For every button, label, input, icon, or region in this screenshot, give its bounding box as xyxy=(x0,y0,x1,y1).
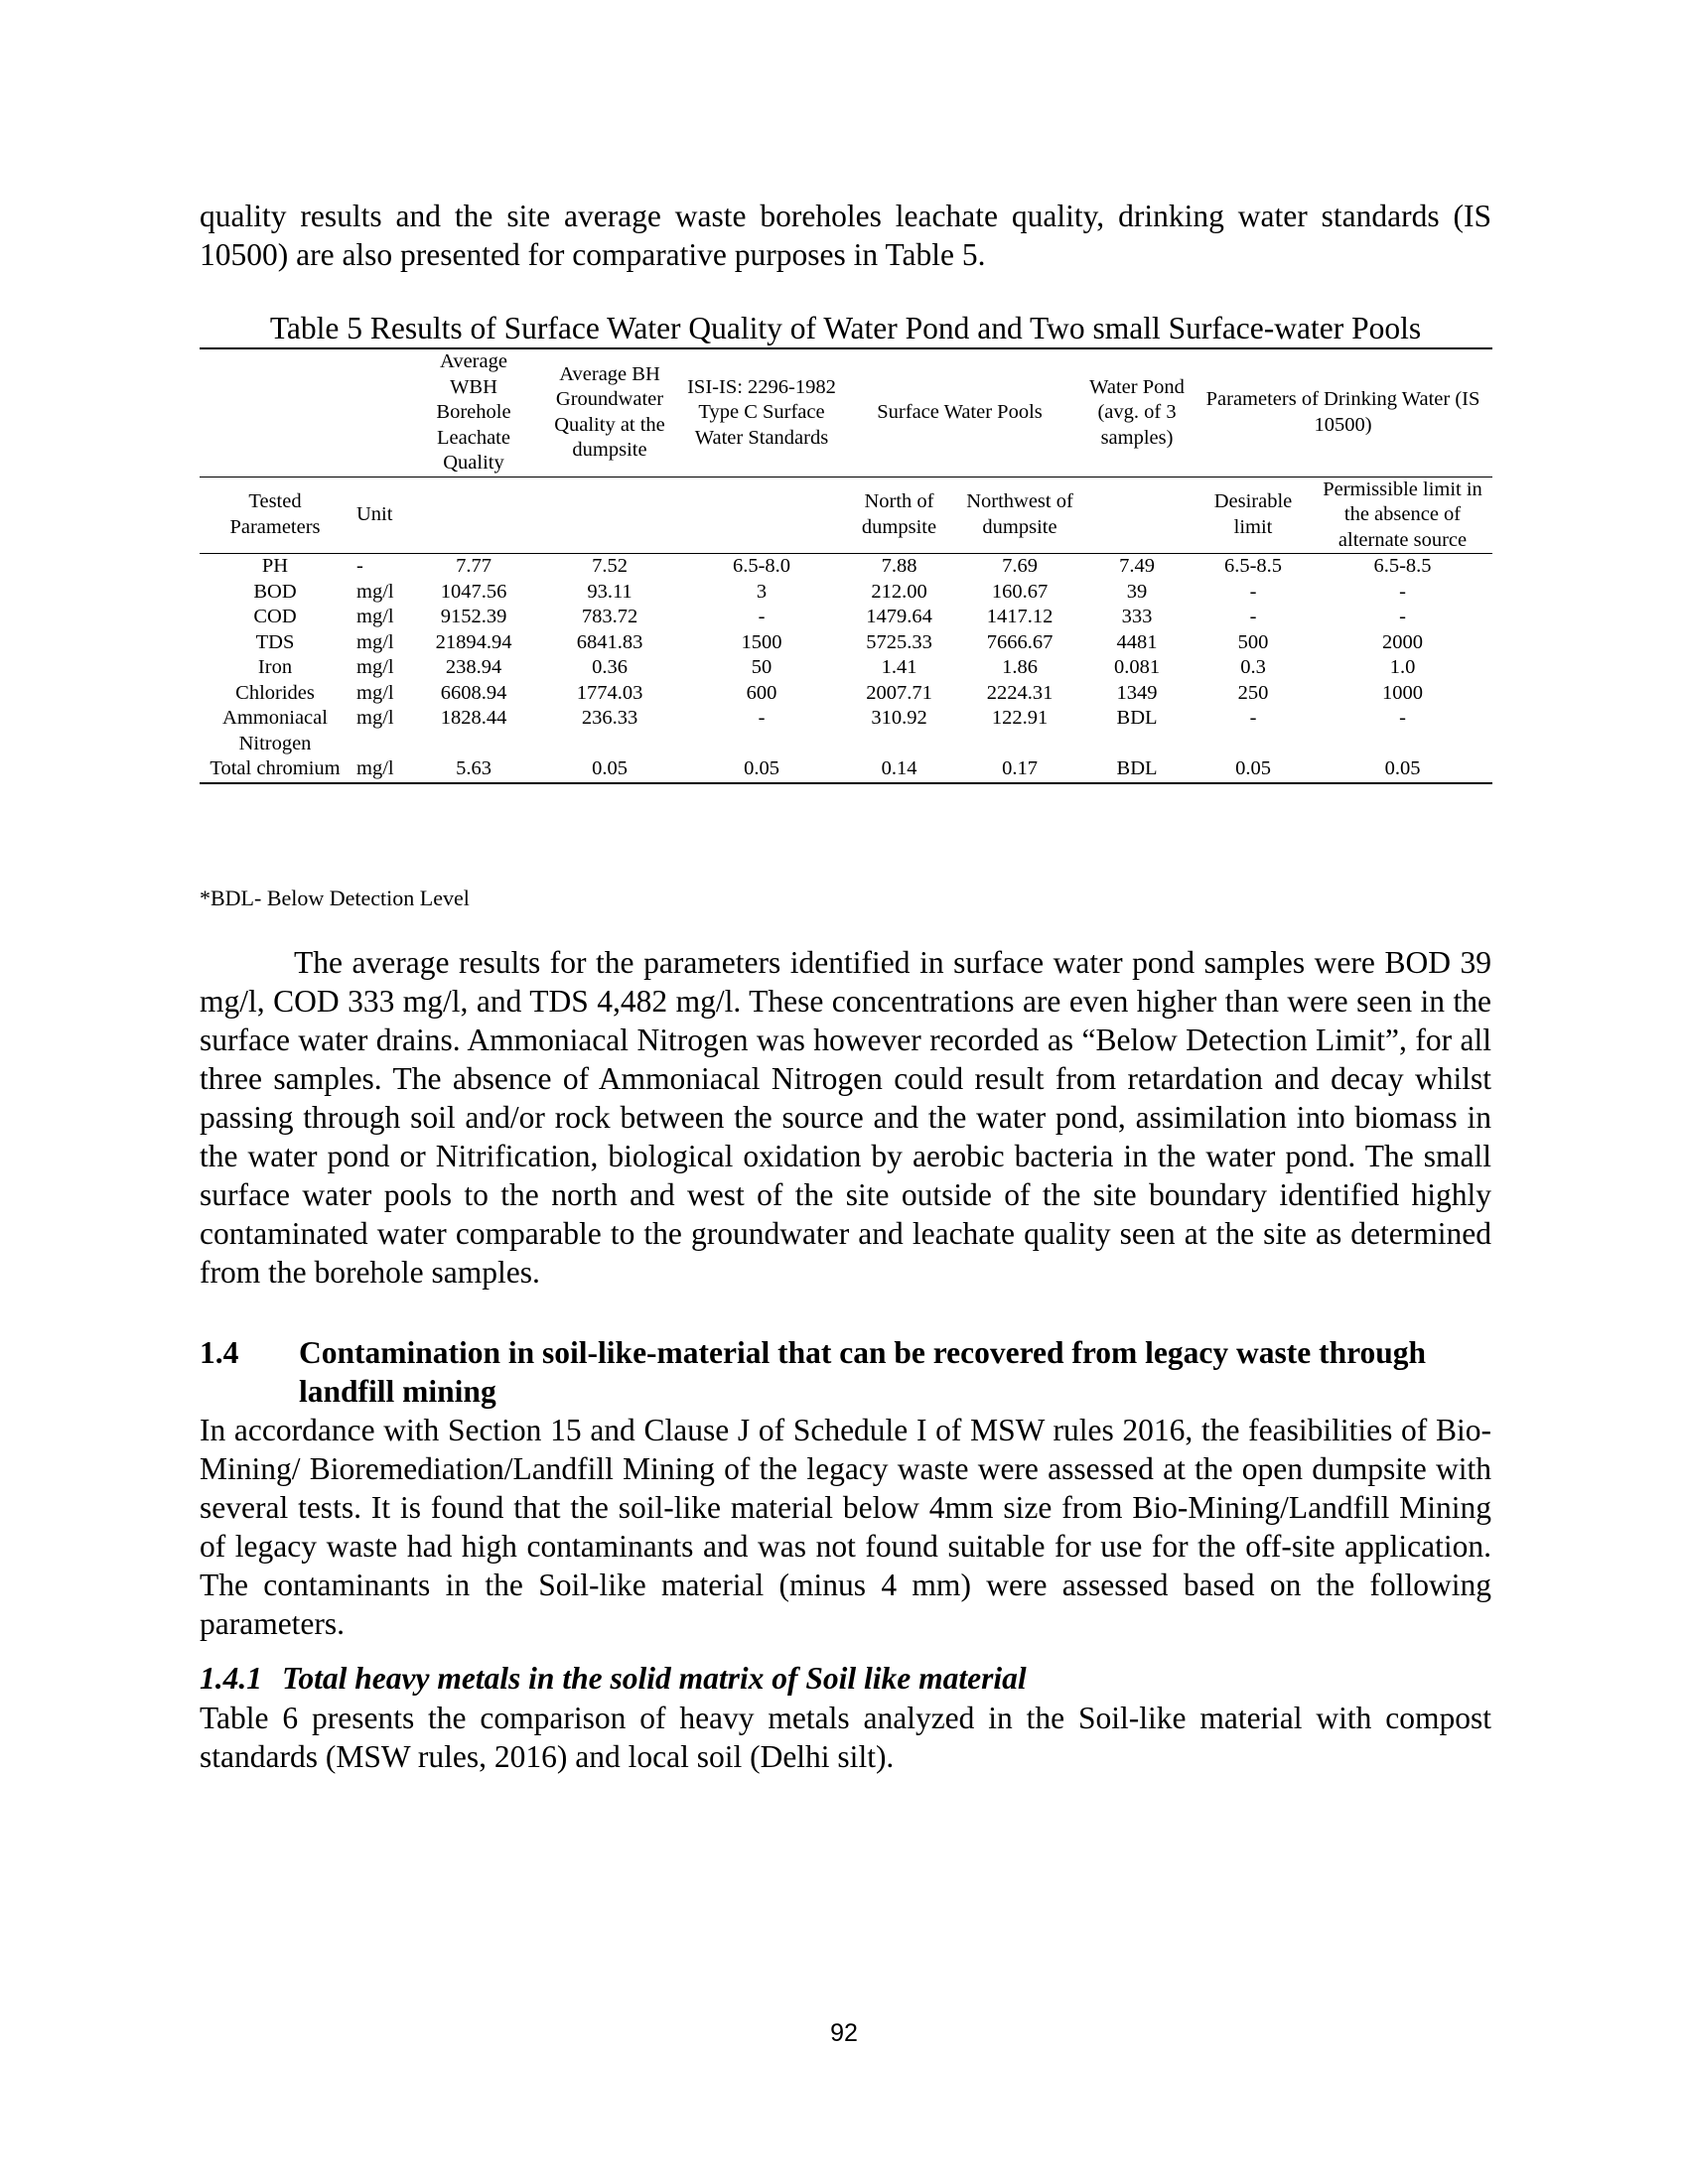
page-number: 92 xyxy=(830,2019,858,2047)
table-footnote: *BDL- Below Detection Level xyxy=(200,886,470,910)
table-cell-northwest: 0.17 xyxy=(959,756,1080,783)
table-cell-desirable: - xyxy=(1249,606,1257,627)
table-cell-wbh: 21894.94 xyxy=(435,630,512,653)
table-cell-bh: 7.52 xyxy=(535,554,684,580)
table-cell-permissible: - xyxy=(1399,606,1406,627)
table-cell-northwest: 7.69 xyxy=(959,554,1080,580)
table-body xyxy=(200,554,1492,783)
header-surface-water-pools: Surface Water Pools xyxy=(839,348,1080,477)
table-cell-northwest: 122.91 xyxy=(991,707,1049,729)
table-cell-permissible: 2000 xyxy=(1382,630,1424,653)
table-cell-unit: mg/l xyxy=(351,756,412,783)
table-cell-param: Ammoniacal Nitrogen xyxy=(222,707,328,754)
table-cell-north: 2007.71 xyxy=(866,681,932,704)
table-cell-param: Total chromium xyxy=(200,756,351,783)
table-cell-wbh: 6608.94 xyxy=(440,681,507,704)
table-cell-permissible: - xyxy=(1399,580,1406,603)
table-row xyxy=(200,655,1492,681)
table-cell-unit: mg/l xyxy=(356,707,394,729)
table-cell-desirable: - xyxy=(1249,707,1257,729)
table-cell-permissible: 0.05 xyxy=(1313,756,1492,783)
table-cell-north: 1479.64 xyxy=(866,606,932,627)
table-cell-desirable: 500 xyxy=(1237,630,1269,653)
table-cell-permissible: 6.5-8.5 xyxy=(1313,554,1492,580)
header-avg-wbh: Average WBH Borehole Leachate Quality xyxy=(412,348,535,477)
section-heading-1-4-1 xyxy=(200,1659,1491,1698)
table-cell-unit: mg/l xyxy=(356,656,394,678)
table-cell-north: 7.88 xyxy=(839,554,959,580)
table-cell-desirable: 6.5-8.5 xyxy=(1194,554,1313,580)
table-cell-pond: BDL xyxy=(1080,756,1194,783)
table-row xyxy=(200,756,1492,783)
table-cell-wbh: 1047.56 xyxy=(440,580,507,603)
table-cell-permissible: 1.0 xyxy=(1389,656,1416,678)
table-cell-northwest: 7666.67 xyxy=(986,630,1054,653)
table-cell-param: TDS xyxy=(255,630,295,653)
table-cell-param: PH xyxy=(200,554,351,580)
table-cell-bh: 6841.83 xyxy=(576,630,643,653)
table-cell-isi: 600 xyxy=(746,681,777,704)
table-cell-permissible: 1000 xyxy=(1382,681,1424,704)
table-cell-wbh: 7.77 xyxy=(412,554,535,580)
table-cell-northwest: 2224.31 xyxy=(986,681,1054,704)
table-cell-isi: 0.05 xyxy=(684,756,839,783)
header-drinking-water: Parameters of Drinking Water (IS 10500) xyxy=(1194,348,1492,477)
table-cell-desirable: 250 xyxy=(1237,681,1269,704)
table-cell-pond: 0.081 xyxy=(1113,656,1161,678)
table-cell-desirable: 0.05 xyxy=(1194,756,1313,783)
table-row xyxy=(200,681,1492,707)
header-tested-parameters: Tested Parameters xyxy=(200,477,351,554)
section-title: Contamination in soil-like-material that can be recovered from legacy waste through landfill mining xyxy=(299,1335,1427,1409)
table-cell-northwest: 160.67 xyxy=(991,580,1049,603)
table-cell-pond: 39 xyxy=(1126,580,1148,603)
subsection-number: 1.4.1 xyxy=(200,1661,262,1696)
table-cell-pond: 333 xyxy=(1121,606,1153,627)
table-cell-unit: - xyxy=(351,554,412,580)
table-header-row-1 xyxy=(200,348,1492,477)
table-cell-isi: 3 xyxy=(756,580,768,603)
table-cell-desirable: 0.3 xyxy=(1240,656,1266,678)
table-cell-param: Chlorides xyxy=(235,681,315,704)
table-cell-bh: 783.72 xyxy=(581,606,638,627)
table-cell-unit: mg/l xyxy=(356,606,394,627)
table-cell-isi: - xyxy=(758,606,766,627)
table-cell-isi: 1500 xyxy=(741,630,782,653)
table-row xyxy=(200,580,1492,606)
table-cell-bh: 1774.03 xyxy=(576,681,643,704)
table-row xyxy=(200,706,1492,756)
header-north-of-dumpsite: North of dumpsite xyxy=(839,477,959,554)
table-cell-param: BOD xyxy=(253,580,297,603)
table-cell-north: 5725.33 xyxy=(866,630,932,653)
section-heading-1-4 xyxy=(200,1333,1491,1411)
table-caption: Table 5 Results of Surface Water Quality of Water Pond and Two small Surface-water Pools xyxy=(269,311,1422,345)
intro-paragraph: quality results and the site average waste boreholes leachate quality, drinking water standards (IS 10500) are also presented for comparative purposes in Table 5. xyxy=(200,199,1491,272)
table-row xyxy=(200,605,1492,630)
table-cell-bh: 0.05 xyxy=(535,756,684,783)
header-isi-standard: ISI-IS: 2296-1982 Type C Surface Water Standards xyxy=(684,348,839,477)
table-cell-isi: 6.5-8.0 xyxy=(684,554,839,580)
header-unit: Unit xyxy=(351,477,412,554)
table-cell-north: 1.41 xyxy=(881,656,917,678)
table-cell-north: 0.14 xyxy=(839,756,959,783)
table-cell-northwest: 1.86 xyxy=(1002,656,1038,678)
header-permissible-limit: Permissible limit in the absence of alternate source xyxy=(1313,477,1492,554)
header-desirable-limit: Desirable limit xyxy=(1194,477,1313,554)
table-cell-wbh: 5.63 xyxy=(412,756,535,783)
table-cell-desirable: - xyxy=(1249,580,1257,603)
header-water-pond: Water Pond (avg. of 3 samples) xyxy=(1080,348,1194,477)
table-cell-bh: 93.11 xyxy=(587,580,633,603)
section-number: 1.4 xyxy=(200,1335,239,1370)
table-cell-wbh: 9152.39 xyxy=(440,606,507,627)
table-cell-wbh: 238.94 xyxy=(445,656,502,678)
table-row xyxy=(200,630,1492,656)
table-cell-permissible: - xyxy=(1399,707,1406,729)
table-cell-wbh: 1828.44 xyxy=(440,707,507,729)
water-quality-table xyxy=(200,347,1492,784)
table-cell-pond: 7.49 xyxy=(1080,554,1194,580)
table-cell-northwest: 1417.12 xyxy=(986,606,1054,627)
table-header-row-2 xyxy=(200,477,1492,554)
header-avg-bh: Average BH Groundwater Quality at the dumpsite xyxy=(535,348,684,477)
section-1-4-body: In accordance with Section 15 and Clause J of Schedule I of MSW rules 2016, the feasibilities of Bio-Mining/ Bioremediation/Landfill Mining of the legacy waste were assessed at the open dumpsite with several tests. It is found that the soil-like material below 4mm size from Bio-Mining/Landfill Mining of legacy waste had high contaminants and was not found suitable for use for the off-site application. The contaminants in the Soil-like material (minus 4 mm) were assessed based on the following parameters. xyxy=(200,1413,1491,1641)
table-cell-pond: BDL xyxy=(1116,707,1158,729)
pond-results-paragraph: The average results for the parameters identified in surface water pond samples were BOD 39 mg/l, COD 333 mg/l, and TDS 4,482 mg/l. These concentrations are even higher than were seen in the surface water drains. Ammoniacal Nitrogen was however recorded as “Below Detection Limit”, for all three samples. The absence of Ammoniacal Nitrogen could result from retardation and decay whilst passing through soil and/or rock between the source and the water pond, assimilation into biomass in the water pond or Nitrification, biological oxidation by aerobic bacteria in the water pond. The small surface water pools to the north and west of the site outside of the site boundary identified highly contaminated water comparable to the groundwater and leachate quality seen at the site as determined from the borehole samples. xyxy=(200,945,1491,1290)
table-cell-pond: 1349 xyxy=(1116,681,1158,704)
section-1-4-1-body: Table 6 presents the comparison of heavy metals analyzed in the Soil-like material with compost standards (MSW rules, 2016) and local soil (Delhi silt). xyxy=(200,1701,1491,1774)
table-cell-north: 310.92 xyxy=(871,707,927,729)
table-cell-unit: mg/l xyxy=(356,681,394,704)
table-cell-bh: 236.33 xyxy=(581,707,638,729)
table-cell-param: Iron xyxy=(257,656,293,678)
table-cell-param: COD xyxy=(253,606,297,627)
table-cell-unit: mg/l xyxy=(356,630,394,653)
header-northwest-of-dumpsite: Northwest of dumpsite xyxy=(959,477,1080,554)
table-cell-pond: 4481 xyxy=(1116,630,1158,653)
table-cell-unit: mg/l xyxy=(356,580,394,603)
table-cell-north: 212.00 xyxy=(871,580,927,603)
table-cell-isi: 50 xyxy=(751,656,773,678)
table-cell-bh: 0.36 xyxy=(592,656,628,678)
subsection-title: Total heavy metals in the solid matrix of Soil like material xyxy=(282,1661,1027,1696)
table-row xyxy=(200,554,1492,580)
table-cell-isi: - xyxy=(758,707,766,729)
